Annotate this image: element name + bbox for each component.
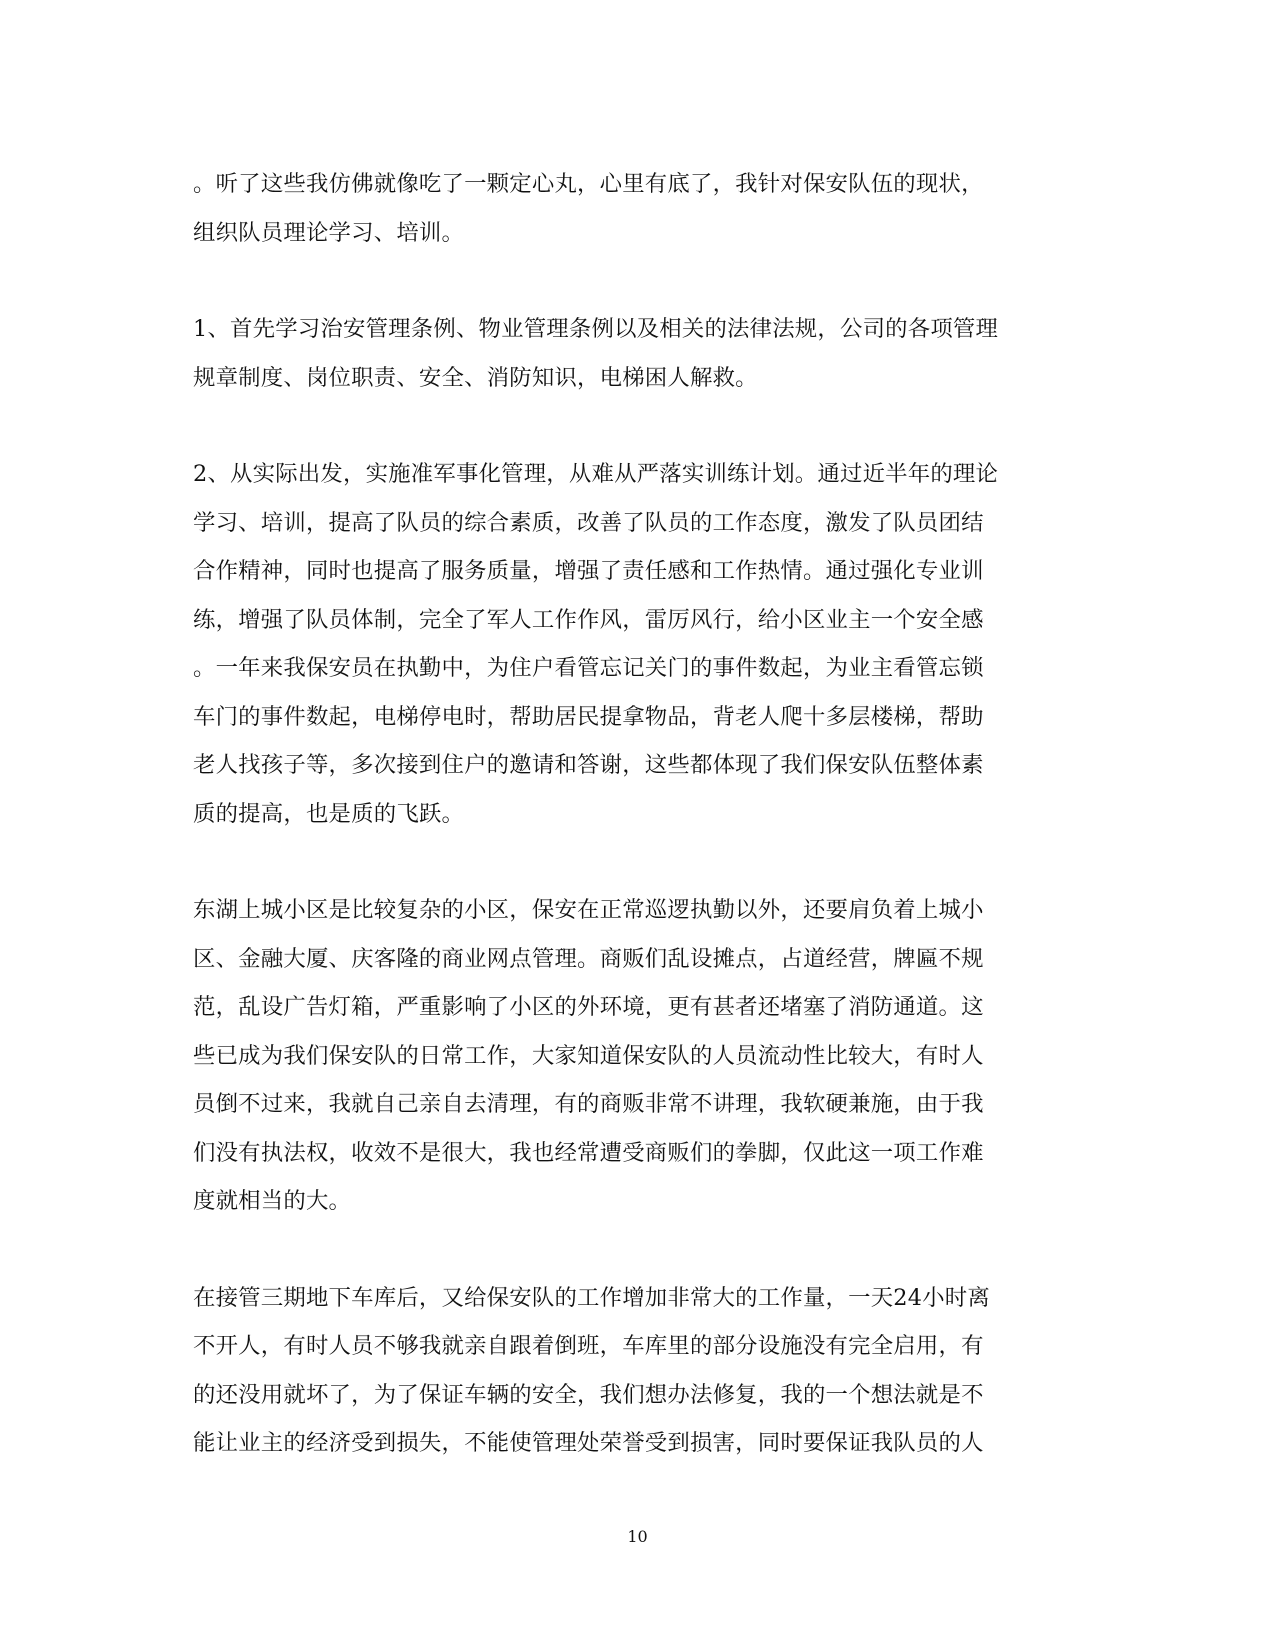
text-line: 不开人，有时人员不够我就亲自跟着倒班，车库里的部分设施没有完全启用，有	[193, 1333, 984, 1359]
text-line: 的还没用就坏了，为了保证车辆的安全，我们想办法修复，我的一个想法就是不	[193, 1381, 984, 1408]
paragraph-item-1	[193, 305, 1083, 402]
paragraph-donghu	[193, 886, 1083, 1226]
document-body	[193, 160, 1083, 1468]
text-line: 规章制度、岗位职责、安全、消防知识，电梯困人解救。	[193, 364, 758, 391]
text-line: 质的提高，也是质的飞跃。	[193, 800, 465, 827]
paragraph-gap	[193, 257, 1083, 305]
paragraph-item-2	[193, 450, 1083, 838]
text-line: 范，乱设广告灯箱，严重影响了小区的外环境，更有甚者还堵塞了消防通道。这	[193, 994, 984, 1020]
text-line: 合作精神，同时也提高了服务质量，增强了责任感和工作热情。通过强化专业训	[193, 558, 984, 584]
text-line: 老人找孩子等，多次接到住户的邀请和答谢，这些都体现了我们保安队伍整体素	[193, 752, 984, 778]
text-line: 车门的事件数起，电梯停电时，帮助居民提拿物品，背老人爬十多层楼梯，帮助	[193, 703, 984, 730]
text-line: 。听了这些我仿佛就像吃了一颗定心丸，心里有底了，我针对保安队伍的现状，	[193, 171, 984, 197]
paragraph-garage	[193, 1274, 1083, 1468]
page-number: 10	[627, 1527, 648, 1546]
text-line: 区、金融大厦、庆客隆的商业网点管理。商贩们乱设摊点，占道经营，牌匾不规	[193, 945, 984, 972]
text-line: 员倒不过来，我就自己亲自去清理，有的商贩非常不讲理，我软硬兼施，由于我	[193, 1091, 984, 1117]
text-line: 度就相当的大。	[193, 1188, 352, 1214]
text-line: 组织队员理论学习、培训。	[193, 219, 465, 246]
paragraph-gap	[193, 1226, 1083, 1274]
text-line: 练，增强了队员体制，完全了军人工作作风，雷厉风行，给小区业主一个安全感	[193, 606, 984, 633]
text-line: 些已成为我们保安队的日常工作，大家知道保安队的人员流动性比较大，有时人	[193, 1042, 984, 1069]
text-line: 在接管三期地下车库后，又给保安队的工作增加非常大的工作量，一天24小时离	[193, 1284, 990, 1311]
text-line: 2、从实际出发，实施准军事化管理，从难从严落实训练计划。通过近半年的理论	[193, 461, 999, 487]
text-line: 们没有执法权，收效不是很大，我也经常遭受商贩们的拳脚，仅此这一项工作难	[193, 1139, 984, 1166]
paragraph-gap	[193, 402, 1083, 450]
paragraph-intro	[193, 160, 1083, 257]
text-line: 1、首先学习治安管理条例、物业管理条例以及相关的法律法规，公司的各项管理	[193, 316, 999, 342]
text-line: 能让业主的经济受到损失，不能使管理处荣誉受到损害，同时要保证我队员的人	[193, 1430, 984, 1456]
text-line: 。一年来我保安员在执勤中，为住户看管忘记关门的事件数起，为业主看管忘锁	[193, 655, 984, 681]
text-line: 东湖上城小区是比较复杂的小区，保安在正常巡逻执勤以外，还要肩负着上城小	[193, 897, 984, 923]
text-line: 学习、培训，提高了队员的综合素质，改善了队员的工作态度，激发了队员团结	[193, 509, 984, 536]
paragraph-gap	[193, 838, 1083, 886]
